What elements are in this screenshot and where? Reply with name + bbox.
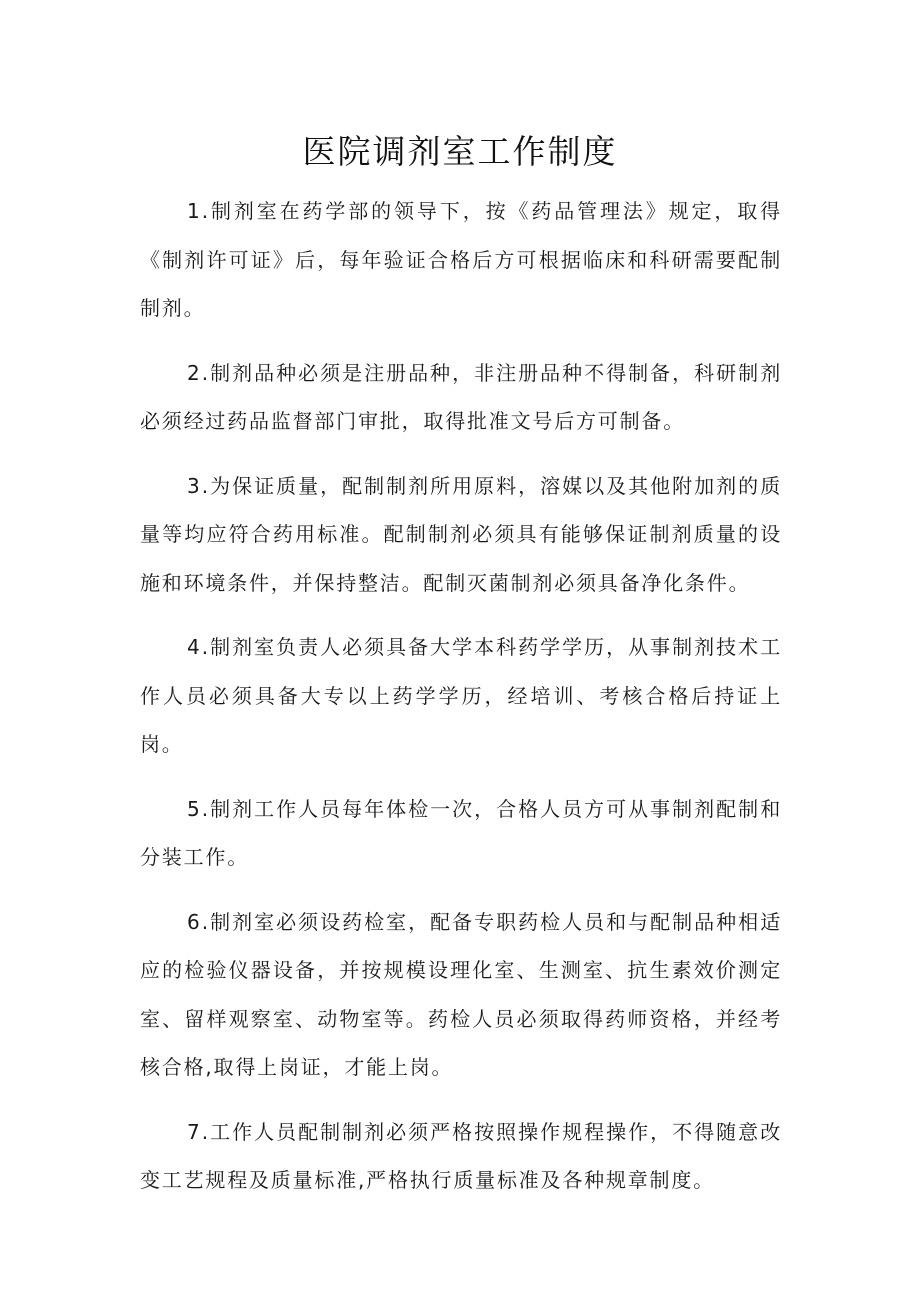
rule-paragraph-6 (140, 898, 782, 1092)
rule-number: 4 (187, 635, 200, 659)
rule-text: .制剂品种必须是注册品种，非注册品种不得制备，科研制剂必须经过药品监督部门审批，取得批准文号后方可制备。 (140, 360, 782, 433)
rule-paragraph-1 (140, 187, 782, 333)
rule-number: 1 (187, 199, 200, 223)
rule-paragraph-2 (140, 349, 782, 446)
rule-text: .制剂室负责人必须具备大学本科药学学历，从事制剂技术工作人员必须具备大专以上药学学历，经培训、考核合格后持证上岗。 (140, 635, 782, 756)
rule-text: .制剂室必须设药检室，配备专职药检人员和与配制品种相适应的检验仪器设备，并按规模设理化室、生测室、抗生素效价测定室、留样观察室、动物室等。药检人员必须取得药师资格，并经考核合格,取得上岗证，才能上岗。 (140, 909, 782, 1079)
document-body (140, 187, 782, 1221)
rule-number: 3 (187, 473, 200, 498)
rule-text: .为保证质量，配制制剂所用原料，溶媒以及其他附加剂的质量等均应符合药用标准。配制制剂必须具有能够保证制剂质量的设施和环境条件，并保持整洁。配制灭菌制剂必须具备净化条件。 (140, 473, 782, 595)
rule-paragraph-5 (140, 785, 782, 882)
rule-number: 5 (187, 796, 200, 821)
rule-number: 2 (187, 360, 200, 385)
rule-text: .制剂室在药学部的领导下，按《药品管理法》规定，取得《制剂许可证》后，每年验证合格后方可根据临床和科研需要配制制剂。 (140, 199, 782, 320)
rule-text: .工作人员配制制剂必须严格按照操作规程操作，不得随意改变工艺规程及质量标准,严格执行质量标准及各种规章制度。 (140, 1119, 782, 1192)
rule-paragraph-3 (140, 462, 782, 608)
rule-paragraph-4 (140, 623, 782, 769)
rule-number: 6 (187, 909, 200, 934)
rule-paragraph-7 (140, 1108, 782, 1205)
rule-text: .制剂工作人员每年体检一次，合格人员方可从事制剂配制和分装工作。 (140, 796, 782, 869)
document-title: 医院调剂室工作制度 (302, 132, 618, 171)
rule-number: 7 (187, 1119, 200, 1144)
